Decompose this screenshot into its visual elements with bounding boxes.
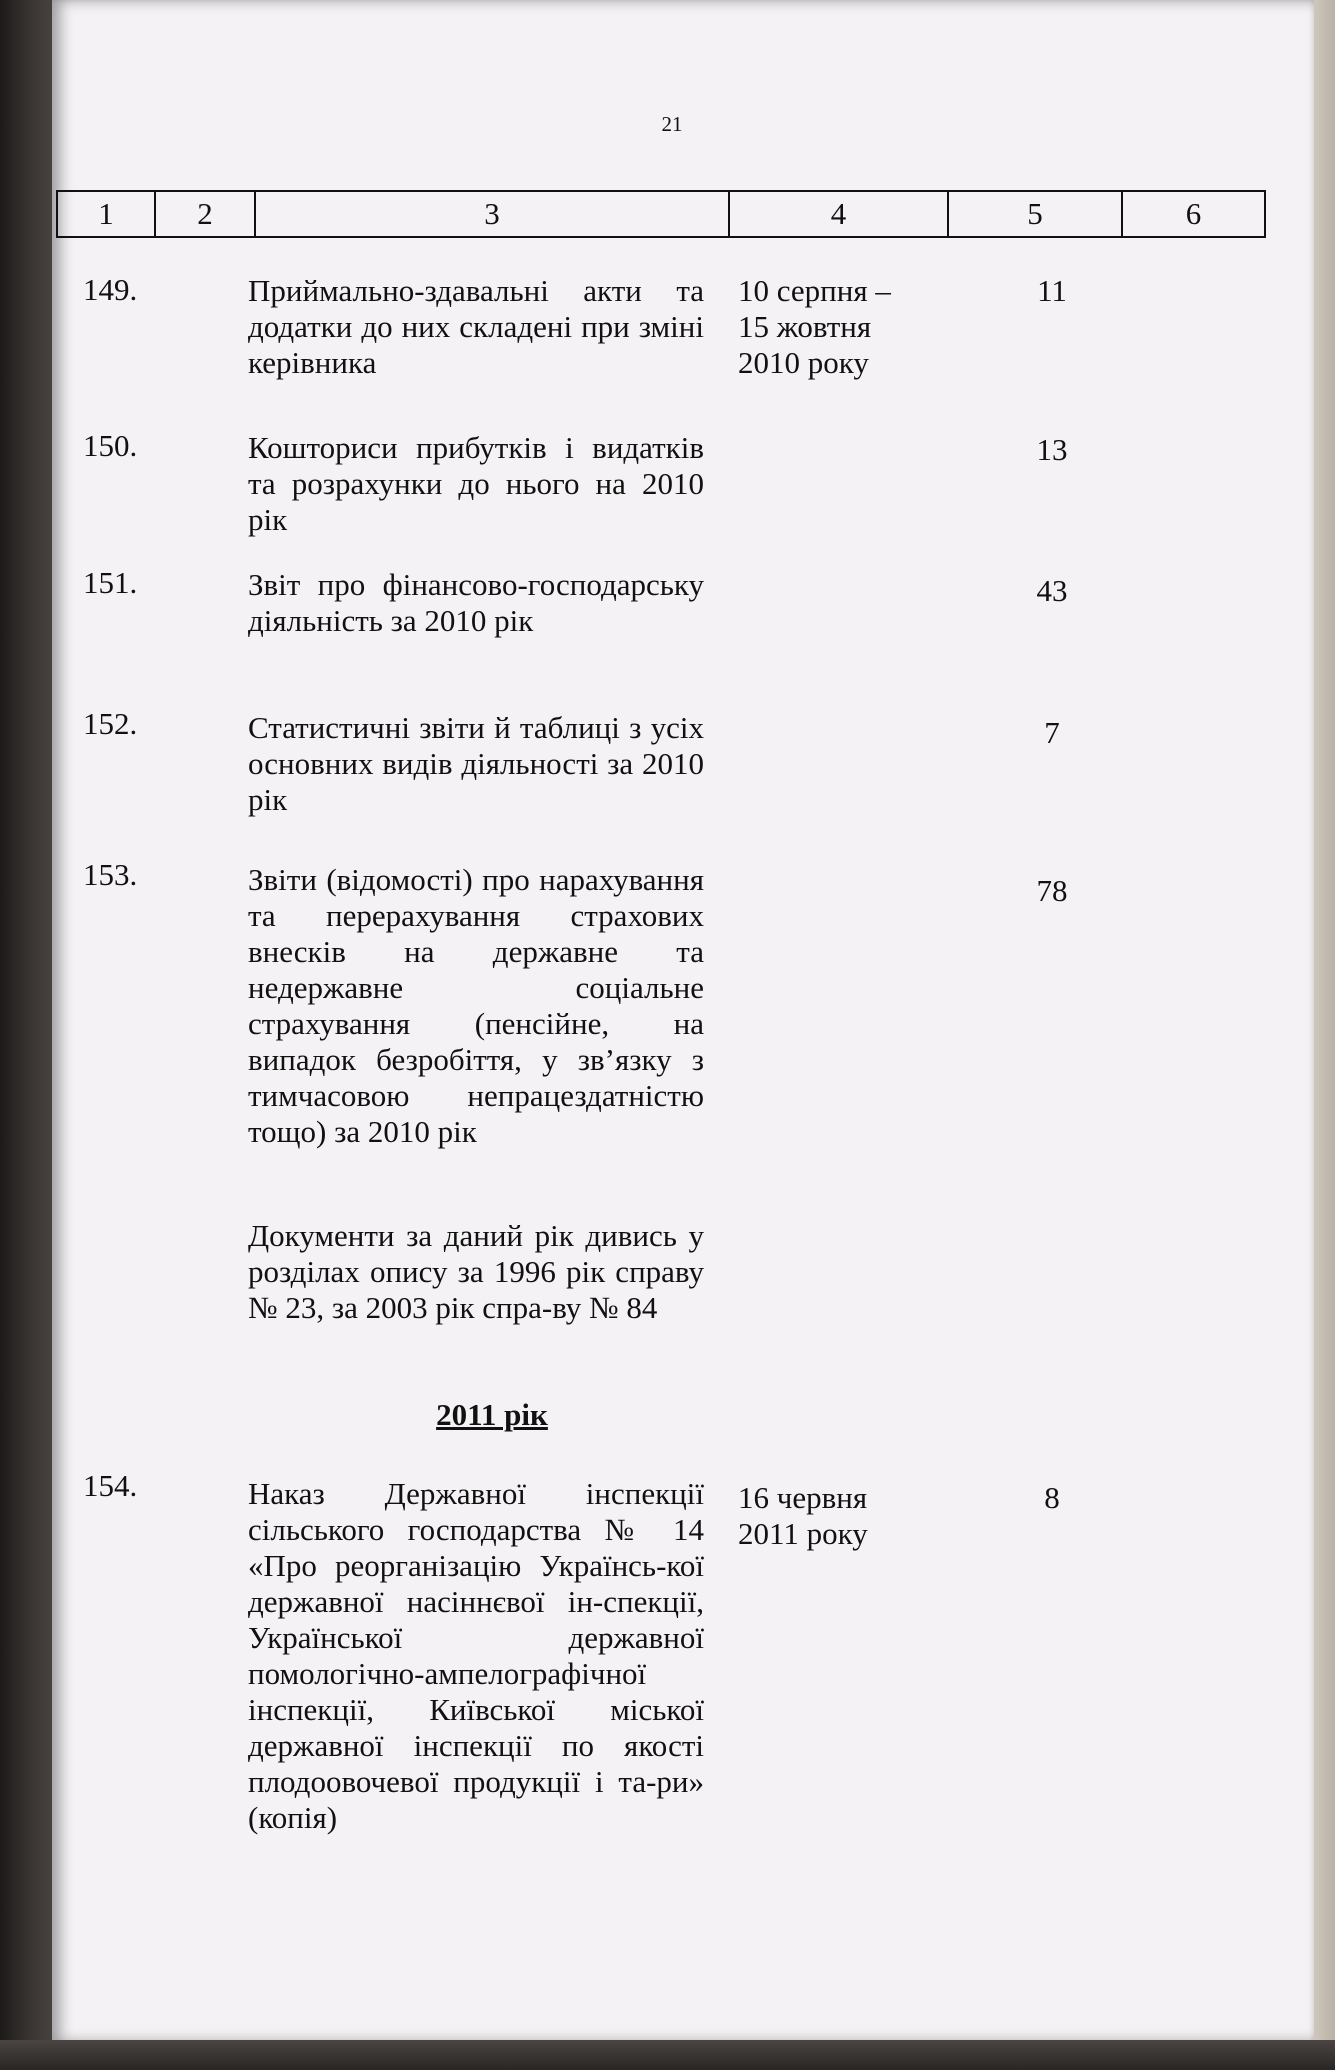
entry-count: 7 (1044, 715, 1060, 750)
table-header-row (56, 190, 1266, 238)
entry-title: Приймально-здавальні акти та додатки до них складені при зміні керівника (248, 273, 704, 380)
entry-date: 10 серпня – 15 жовтня 2010 року (738, 273, 891, 380)
entry-number: 152. (83, 706, 138, 741)
column-header-4: 4 (730, 192, 949, 236)
year-heading: 2011 рік (436, 1397, 548, 1432)
column-header-5: 5 (949, 192, 1123, 236)
cross-reference-note: Документи за даний рік дивись у розділах опису за 1996 рік справу № 23, за 2003 рік спра-ву № 84 (248, 1218, 704, 1325)
bottom-edge (0, 2040, 1335, 2070)
entry-number: 151. (83, 565, 138, 600)
entry-count: 11 (1037, 273, 1067, 308)
column-header-3: 3 (256, 192, 730, 236)
entry-number: 153. (83, 857, 138, 892)
entry-count: 43 (1036, 573, 1068, 608)
entry-title: Статистичні звіти й таблиці з усіх основних видів діяльності за 2010 рік (248, 710, 704, 817)
entry-count: 13 (1036, 432, 1068, 467)
entry-number: 149. (83, 272, 138, 307)
entry-title: Звіт про фінансово-господарську діяльність за 2010 рік (248, 567, 704, 638)
entry-number: 150. (83, 428, 138, 463)
entry-date: 16 червня 2011 року (738, 1480, 868, 1551)
entry-count: 78 (1036, 873, 1068, 908)
entry-number: 154. (83, 1468, 138, 1503)
document-page (52, 0, 1314, 2042)
column-header-1: 1 (58, 192, 156, 236)
column-header-2: 2 (156, 192, 256, 236)
page-stack-edge (1313, 0, 1335, 2070)
entry-title: Наказ Державної інспекції сільського господарства № 14 «Про реорганізацію Українсь-кої державної насіннєвої ін-спекції, Української державної помологічно-ампелографічної інспекції, Київської міської державної інспекції по якості плодоовочевої продукції і та-ри» (копія) (248, 1476, 704, 1835)
binding-edge (0, 0, 58, 2070)
entry-title: Кошториси прибутків і видатків та розрахунки до нього на 2010 рік (248, 430, 704, 537)
entry-title: Звіти (відомості) про нарахування та перерахування страхових внесків на державне та недержавне соціальне страхування (пенсійне, на випадок безробіття, у зв’язку з тимчасовою непрацездатністю тощо) за 2010 рік (248, 862, 704, 1149)
column-header-6: 6 (1185, 196, 1202, 231)
page-number: 21 (661, 112, 683, 136)
entry-count: 8 (1044, 1480, 1060, 1515)
